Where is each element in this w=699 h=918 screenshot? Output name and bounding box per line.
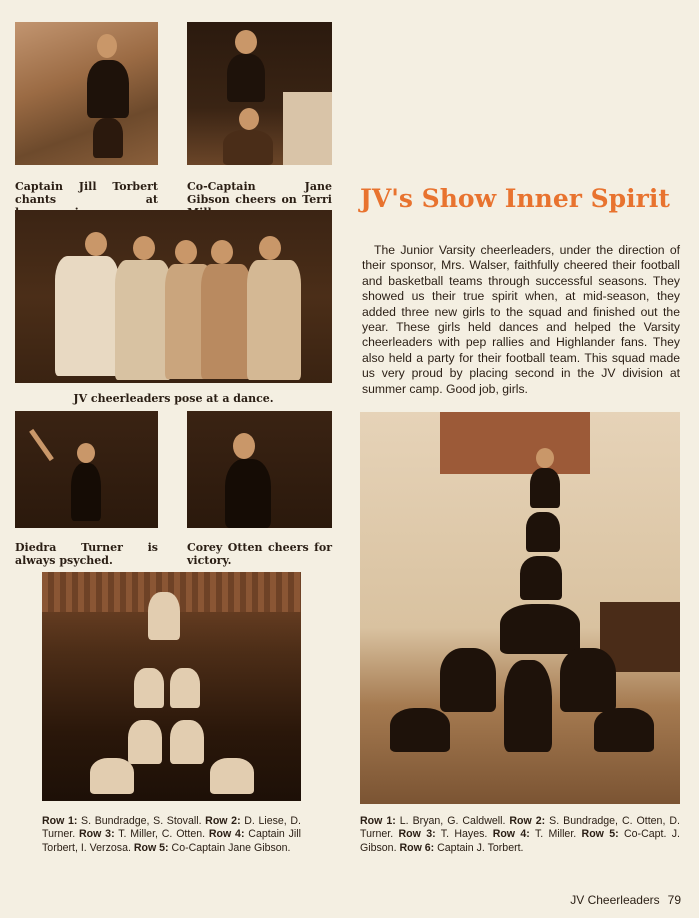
page-number: 79 (667, 893, 681, 907)
roster-right-row4: Row 4: T. Miller. (492, 828, 582, 841)
caption-group-dance: JV cheerleaders pose at a dance. (73, 392, 274, 405)
photo-group-dance (15, 210, 332, 383)
page-footer (570, 893, 681, 907)
footer-section: JV Cheerleaders (570, 893, 660, 907)
roster-left-row3: Row 3: T. Miller, C. Otten. (79, 828, 209, 841)
roster-left-row5: Row 5: Co-Captain Jane Gibson. (133, 841, 291, 854)
roster-left-row2: Row 2: D. Liese, D. Turner. (42, 815, 301, 841)
photo-corey-otten (187, 411, 332, 528)
caption-corey-otten: Corey Otten cheers for victory. (187, 541, 332, 567)
roster-left-row1: Row 1: S. Bundradge, S. Stovall. (42, 815, 206, 827)
photo-squad-stage (42, 572, 301, 801)
caption-diedra-turner: Diedra Turner is always psyched. (15, 541, 158, 567)
roster-right (360, 815, 680, 855)
roster-left-row4: Row 4: Captain Jill Torbert, I. Verzosa. (42, 828, 301, 854)
photo-cocaptain-cheers (187, 22, 332, 165)
photo-diedra-turner (15, 411, 158, 528)
article-title: JV's Show Inner Spirit (360, 184, 670, 213)
roster-right-row1: Row 1: L. Bryan, G. Caldwell. (360, 815, 510, 827)
roster-right-row2: Row 2: S. Bundradge, C. Otten, D. Turner. (360, 815, 680, 841)
photo-squad-gym (360, 412, 680, 804)
article-body: The Junior Varsity cheerleaders, under the direction of their sponsor, Mrs. Walser, faithfully cheered their football and basketball teams through successful seasons. They showed us their true spirit when, at mid-season, they added three new girls to the squad and finished out the year. These girls held dances and helped the Varsity cheerleaders with pep rallies and Highlander fans. They also held a party for their football team. This squad made us very proud by placing second in the JV division at summer camp. Good job, girls. (362, 243, 680, 396)
roster-right-row5: Row 5: Co-Capt. J. Gibson. (360, 828, 680, 854)
caption-captain-homecoming: Captain Jill Torbert chants at (15, 180, 158, 206)
roster-left (42, 815, 301, 855)
roster-right-row3: Row 3: T. Hayes. (398, 828, 493, 841)
roster-right-row6: Row 6: Captain J. Torbert. (399, 841, 524, 854)
photo-captain-homecoming (15, 22, 158, 165)
caption-cocaptain-cheers: Co-Captain Jane Gibson cheers on Terri (187, 180, 332, 206)
